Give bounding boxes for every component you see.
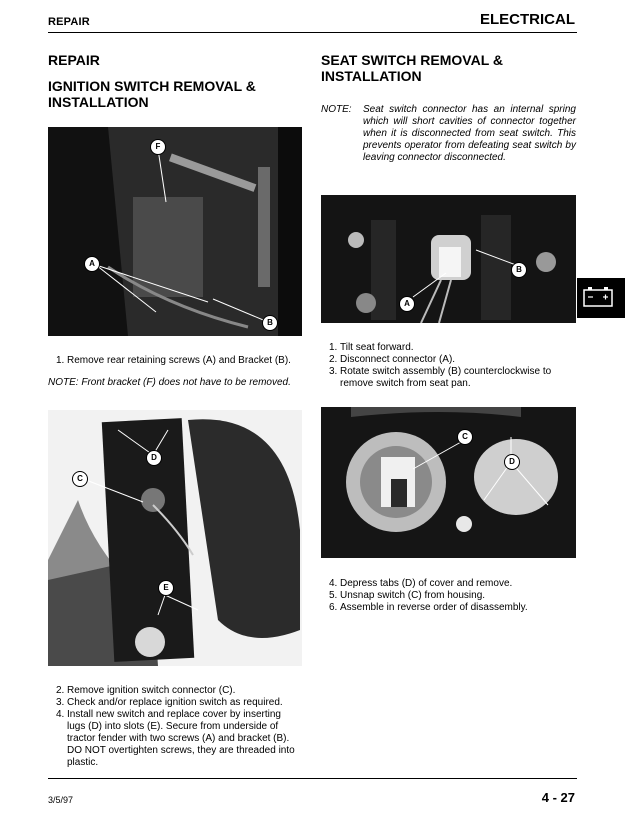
step-item <box>329 342 576 354</box>
ignition-bracket-photo <box>48 127 302 336</box>
callout-c: C <box>72 471 88 487</box>
callout-e: E <box>158 580 174 596</box>
step-text: Unsnap switch (C) from housing. <box>340 590 486 601</box>
step-text: Tilt seat forward. <box>340 342 414 353</box>
step-item <box>329 590 576 602</box>
ignition-title-line2: INSTALLATION <box>48 94 149 110</box>
ignition-step-1-list <box>56 355 302 367</box>
step-item <box>56 685 302 697</box>
step-number: 3. <box>56 697 65 708</box>
note-text: Seat switch connector has an internal spring which will short cavities of connector together when it is disconnected from seat switch. This prevents operator from defeating seat switch by leaving connector disconnected. <box>363 104 576 163</box>
step-number: 2. <box>329 354 338 365</box>
header-chapter-title: ELECTRICAL <box>480 11 575 28</box>
step-item <box>329 578 576 590</box>
callout-b: B <box>262 315 278 331</box>
callout-d: D <box>146 450 162 466</box>
ignition-title-line1: IGNITION SWITCH REMOVAL & <box>48 78 256 94</box>
battery-icon <box>577 278 625 318</box>
page-number: 4 - 27 <box>541 790 575 805</box>
step-item <box>329 602 576 614</box>
step-text: Disconnect connector (A). <box>340 354 456 365</box>
footer-divider <box>48 778 577 779</box>
callout-d: D <box>504 454 520 470</box>
seat-title-line2: INSTALLATION <box>321 68 422 84</box>
header-divider <box>48 32 577 33</box>
step-number: 1. <box>329 342 338 353</box>
callout-b: B <box>511 262 527 278</box>
callout-a: A <box>84 256 100 272</box>
step-number: 2. <box>56 685 65 696</box>
step-item <box>56 697 302 709</box>
step-text: Depress tabs (D) of cover and remove. <box>340 578 513 589</box>
step-text: Assemble in reverse order of disassembly. <box>340 602 528 613</box>
step-text: Install new switch and replace cover by inserting lugs (D) into slots (E). Secure from underside of tractor fender with two screws (A) and bracket (B). DO NOT overtighten screws, they are threaded into plastic. <box>67 709 295 768</box>
step-number: 1. <box>56 355 65 366</box>
step-number: 4. <box>329 578 338 589</box>
seat-switch-connector-photo <box>321 195 576 323</box>
ignition-steps-list <box>56 685 302 769</box>
seat-steps-list-2 <box>329 578 576 614</box>
step-item <box>329 354 576 366</box>
section-heading-repair: REPAIR <box>48 52 100 68</box>
front-bracket-note: NOTE: Front bracket (F) does not have to be removed. <box>48 377 291 388</box>
callout-c: C <box>457 429 473 445</box>
seat-steps-list-1 <box>329 342 576 390</box>
seat-switch-note <box>321 104 576 164</box>
step-number: 3. <box>329 366 338 377</box>
step-text: Remove rear retaining screws (A) and Bracket (B). <box>67 355 291 366</box>
step-text: Rotate switch assembly (B) counterclockwise to remove switch from seat pan. <box>340 366 552 389</box>
ignition-switch-photo <box>48 410 302 666</box>
step-item <box>56 709 302 769</box>
electrical-chapter-tab <box>577 278 625 318</box>
callout-a: A <box>399 296 415 312</box>
step-number: 6. <box>329 602 338 613</box>
step-text: Remove ignition switch connector (C). <box>67 685 236 696</box>
seat-switch-cover-photo <box>321 407 576 558</box>
header-section-label: REPAIR <box>48 16 90 28</box>
note-label: NOTE: <box>321 104 352 115</box>
footer-date: 3/5/97 <box>48 795 74 805</box>
step-item <box>329 366 576 390</box>
step-text: Check and/or replace ignition switch as required. <box>67 697 283 708</box>
step-number: 5. <box>329 590 338 601</box>
step-number: 4. <box>56 709 65 720</box>
step-item <box>56 355 302 367</box>
seat-title-line1: SEAT SWITCH REMOVAL & <box>321 52 503 68</box>
callout-f: F <box>150 139 166 155</box>
